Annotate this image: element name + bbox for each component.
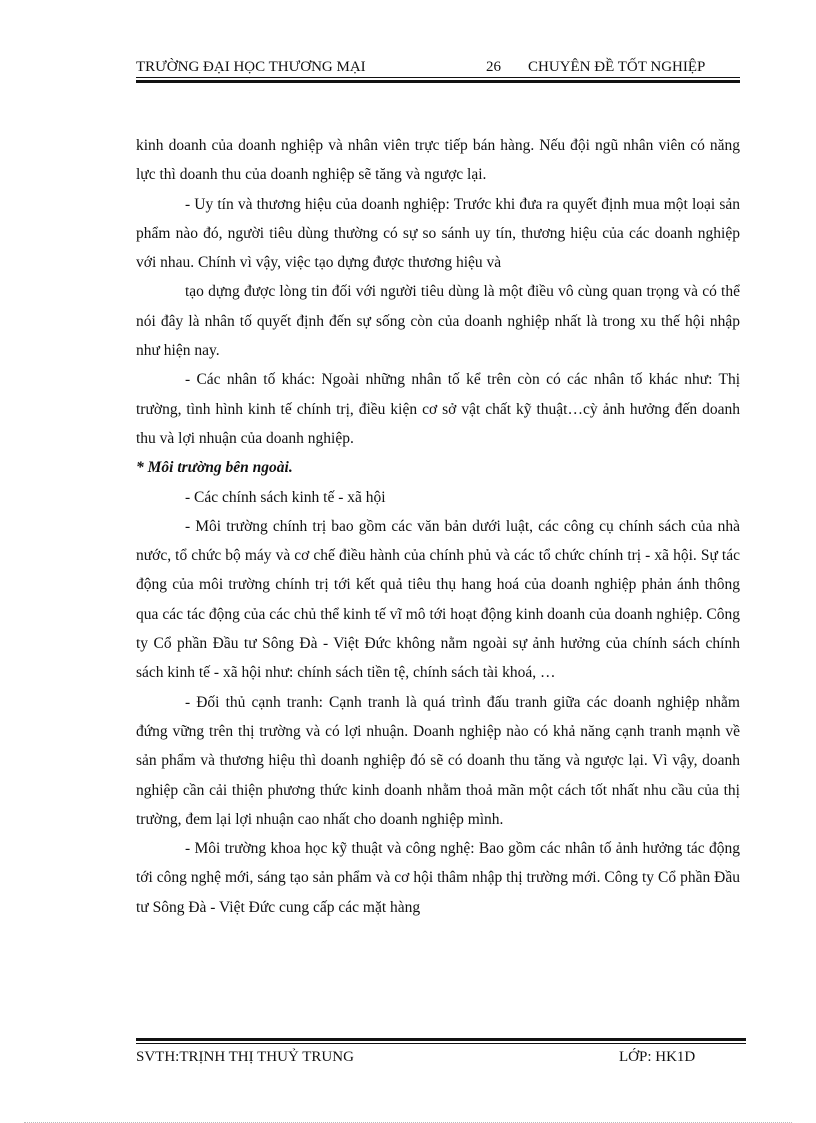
- paragraph-staff: kinh doanh của doanh nghiệp và nhân viên trực tiếp bán hàng. Nếu đội ngũ nhân viên có năng lực thì doanh thu của doanh nghiệp sẽ tăng và ngược lại.: [136, 137, 740, 184]
- page-footer: [136, 1046, 740, 1068]
- header-rule-thick: [136, 80, 740, 83]
- paragraph-other-factors: - Các nhân tố khác: Ngoài những nhân tố kể trên còn có các nhân tố khác như: Thị trường, tình hình kinh tế chính trị, điều kiện cơ sở vật chất kỹ thuật…cỳ ảnh hưởng đến doanh thu và lợi nhuận của doanh nghiệp.: [136, 371, 740, 447]
- header-school: TRƯỜNG ĐẠI HỌC THƯƠNG MẠI: [136, 59, 366, 75]
- paragraph-political-environment: - Môi trường chính trị bao gồm các văn bản dưới luật, các công cụ chính sách của nhà nước, tổ chức bộ máy và cơ chế điều hành của chính phủ và các tổ chức chính trị - xã hội. Sự tác động của môi trường chính trị tới kết quả tiêu thụ hang hoá của doanh nghiệp phản ánh thông qua các tác động của các chủ thể kinh tế vĩ mô tới hoạt động kinh doanh của doanh nghiệp. Công ty Cổ phần Đầu tư Sông Đà - Việt Đức không nằm ngoài sự ảnh hưởng của chính sách chính sách kinh tế - xã hội như: chính sách tiền tệ, chính sách tài khoá, …: [136, 517, 740, 682]
- footer-rule-thick: [136, 1038, 746, 1041]
- page-header: [136, 56, 740, 78]
- footer-class: LỚP: HK1D: [619, 1049, 696, 1065]
- section-heading-external-environment: * Môi trường bên ngoài.: [136, 459, 293, 477]
- header-rule-thin: [136, 77, 740, 78]
- paragraph-brand-reputation: - Uy tín và thương hiệu của doanh nghiệp: Trước khi đưa ra quyết định mua một loại sản phẩm nào đó, người tiêu dùng thường có sự so sánh uy tín, thương hiệu của các doanh nghiệp với nhau. Chính vì vậy, việc tạo dựng được thương hiệu và: [136, 195, 740, 272]
- paragraph-competitors: - Đối thủ cạnh tranh: Cạnh tranh là quá trình đấu tranh giữa các doanh nghiệp nhằm đứng vững trên thị trường và có lợi nhuận. Doanh nghiệp nào có khả năng cạnh tranh mạnh về sản phẩm và thương hiệu thì doanh nghiệp đó sẽ có doanh thu tăng và ngược lại. Vì vậy, doanh nghiệp cần cải thiện phương thức kinh doanh nhằm thoả mãn một cách tốt nhất nhu cầu của thị trường, đem lại lợi nhuận cao nhất cho doanh nghiệp mình.: [136, 693, 740, 828]
- paragraph-technology: - Môi trường khoa học kỹ thuật và công nghệ: Bao gồm các nhân tố ảnh hưởng tác động tới công nghệ mới, sáng tạo sản phẩm và cơ hội thâm nhập thị trường mới. Công ty Cổ phần Đầu tư Sông Đà - Việt Đức cung cấp các mặt hàng: [136, 840, 740, 916]
- header-subject: CHUYÊN ĐỀ TỐT NGHIỆP: [528, 59, 706, 75]
- footer-student: SVTH:TRỊNH THỊ THUỶ TRUNG: [136, 1049, 354, 1065]
- page-number: 26: [486, 59, 501, 75]
- document-body: [136, 131, 740, 922]
- paragraph-brand-trust: tạo dựng được lòng tin đối với người tiêu dùng là một điều vô cùng quan trọng và có thể nói đây là nhân tố quyết định đến sự sống còn của doanh nghiệp nhất là trong xu thế hội nhập như hiện nay.: [136, 283, 740, 360]
- paragraph-economic-policies: - Các chính sách kinh tế - xã hội: [185, 488, 386, 506]
- footer-rule-thin: [136, 1043, 746, 1044]
